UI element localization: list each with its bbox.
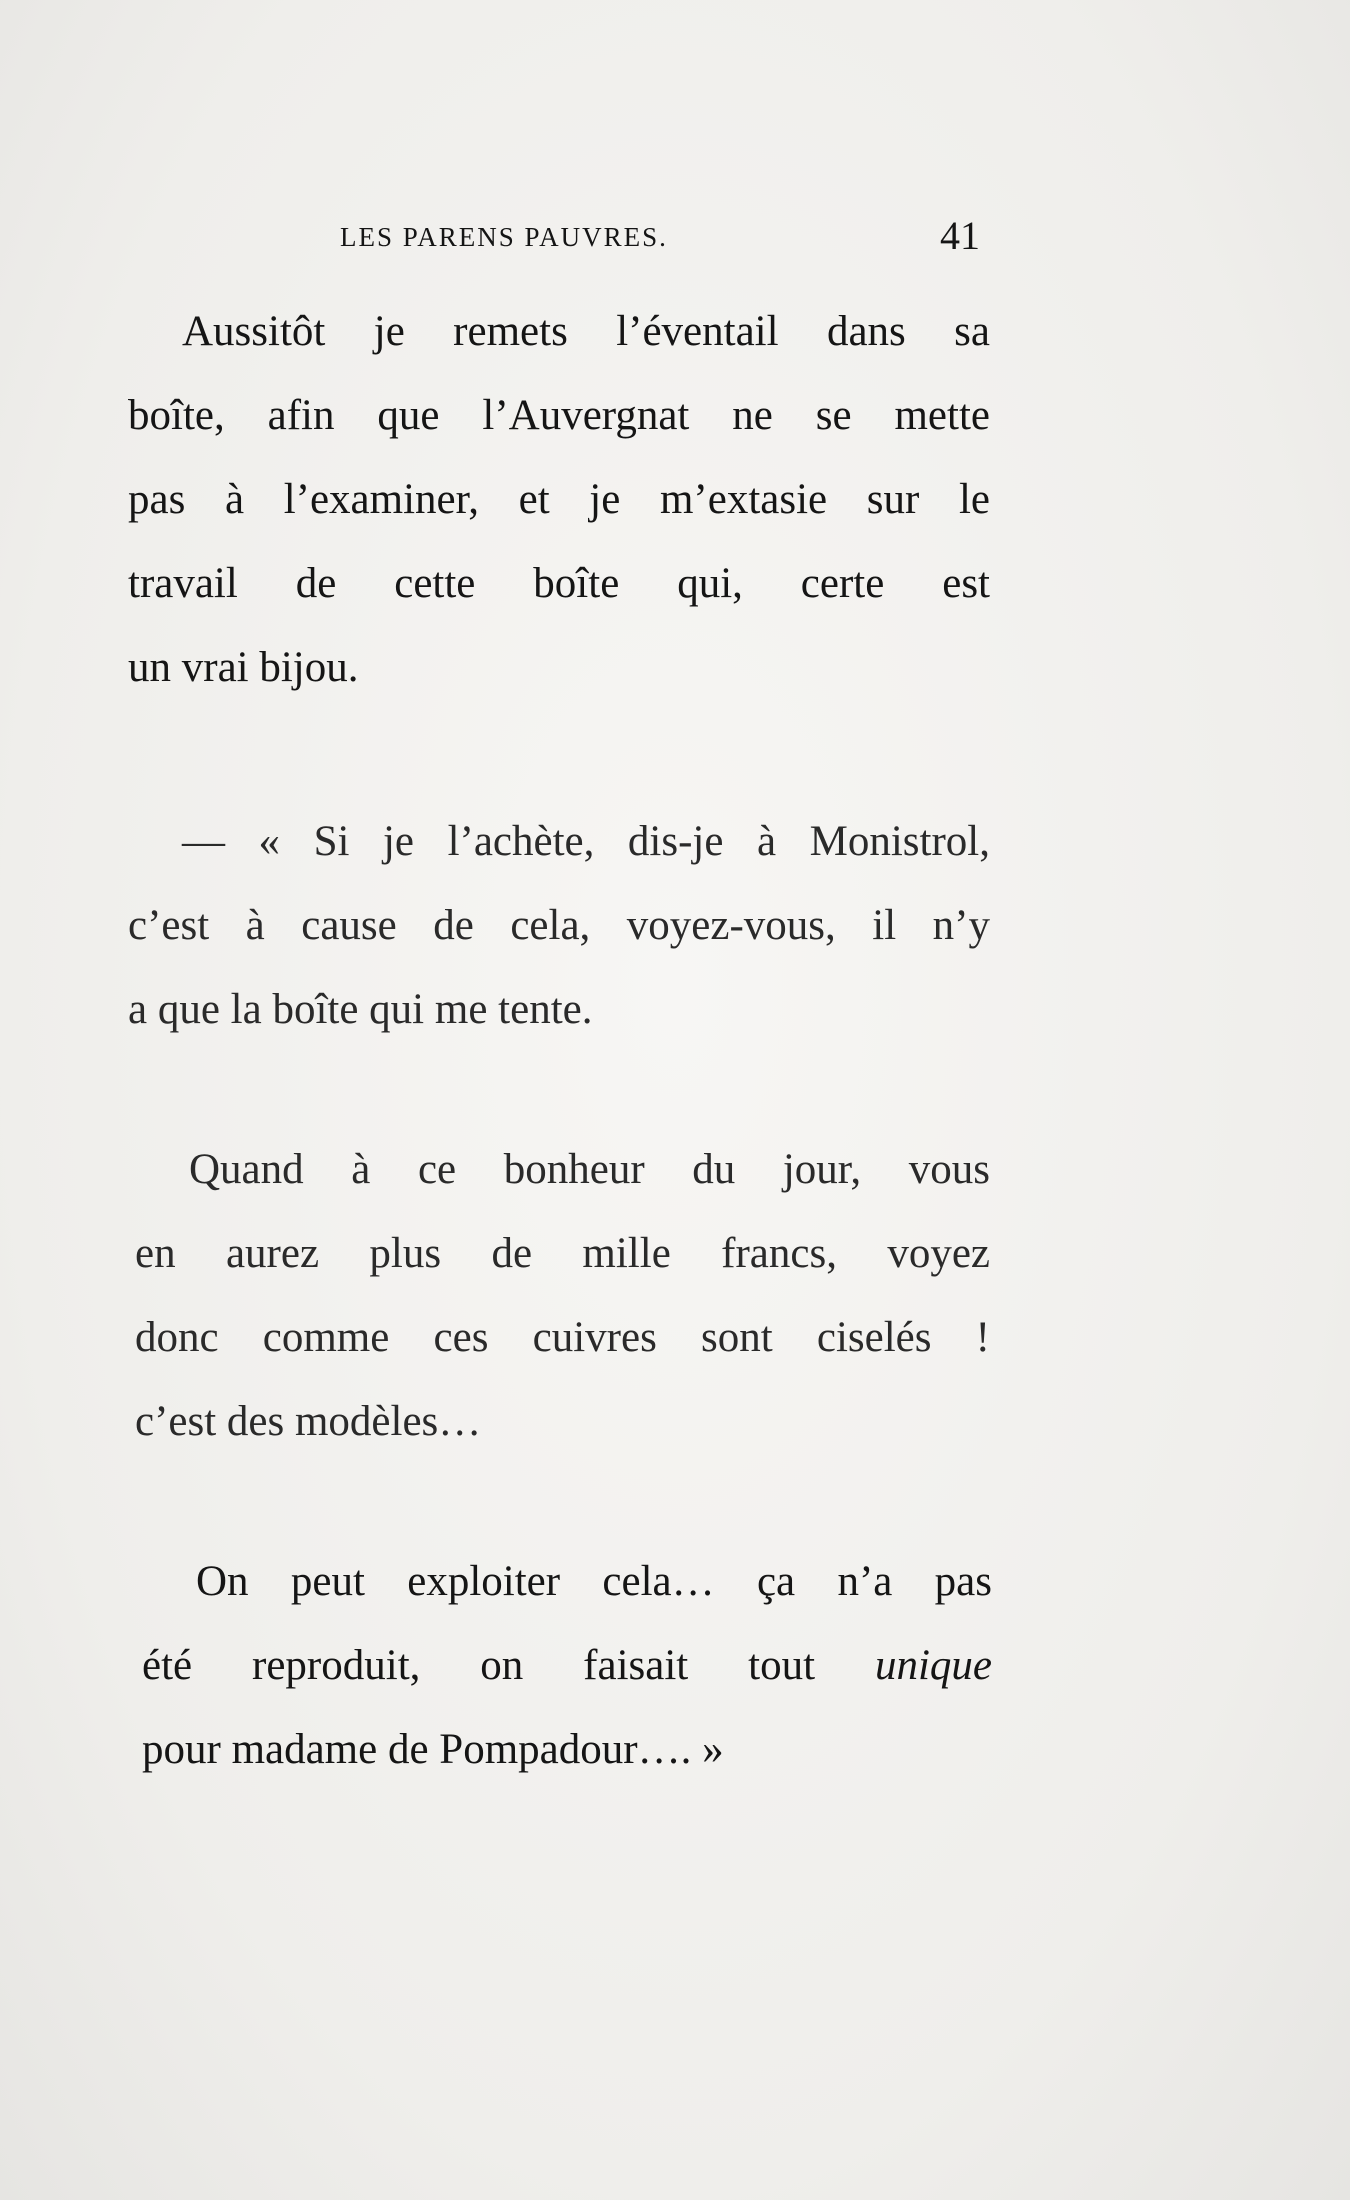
page-number: 41: [940, 213, 980, 258]
text-line: boîte, afin que l’Auvergnat ne se mette: [128, 392, 990, 439]
text-segment: été reproduit, on faisait tout: [142, 1642, 816, 1689]
paragraph-4: [142, 1540, 992, 1792]
text-line-with-italic: [142, 1624, 992, 1708]
text-line: Quand à ce bonheur du jour, vous: [189, 1146, 990, 1193]
text-line: c’est des modèles…: [135, 1398, 482, 1445]
text-line: pour madame de Pompadour…. »: [142, 1726, 724, 1773]
text-line: c’est à cause de cela, voyez-vous, il n’y: [128, 902, 990, 949]
text-line: donc comme ces cuivres sont ciselés !: [135, 1314, 990, 1361]
paragraph-2: [128, 800, 990, 1052]
text-line: un vrai bijou.: [128, 644, 359, 691]
text-line: — « Si je l’achète, dis-je à Monistrol,: [182, 818, 990, 865]
text-line: On peut exploiter cela… ça n’a pas: [196, 1558, 992, 1605]
text-line: pas à l’examiner, et je m’extasie sur le: [128, 476, 990, 523]
text-line: en aurez plus de mille francs, voyez: [135, 1230, 990, 1277]
text-line: a que la boîte qui me tente.: [128, 986, 593, 1033]
text-line: Aussitôt je remets l’éventail dans sa: [182, 308, 990, 355]
paragraph-1: [128, 290, 990, 710]
text-line: travail de cette boîte qui, certe est: [128, 560, 990, 607]
paragraph-3: [135, 1128, 990, 1464]
italic-word: unique: [874, 1642, 992, 1689]
running-title: LES PARENS PAUVRES.: [340, 222, 668, 252]
